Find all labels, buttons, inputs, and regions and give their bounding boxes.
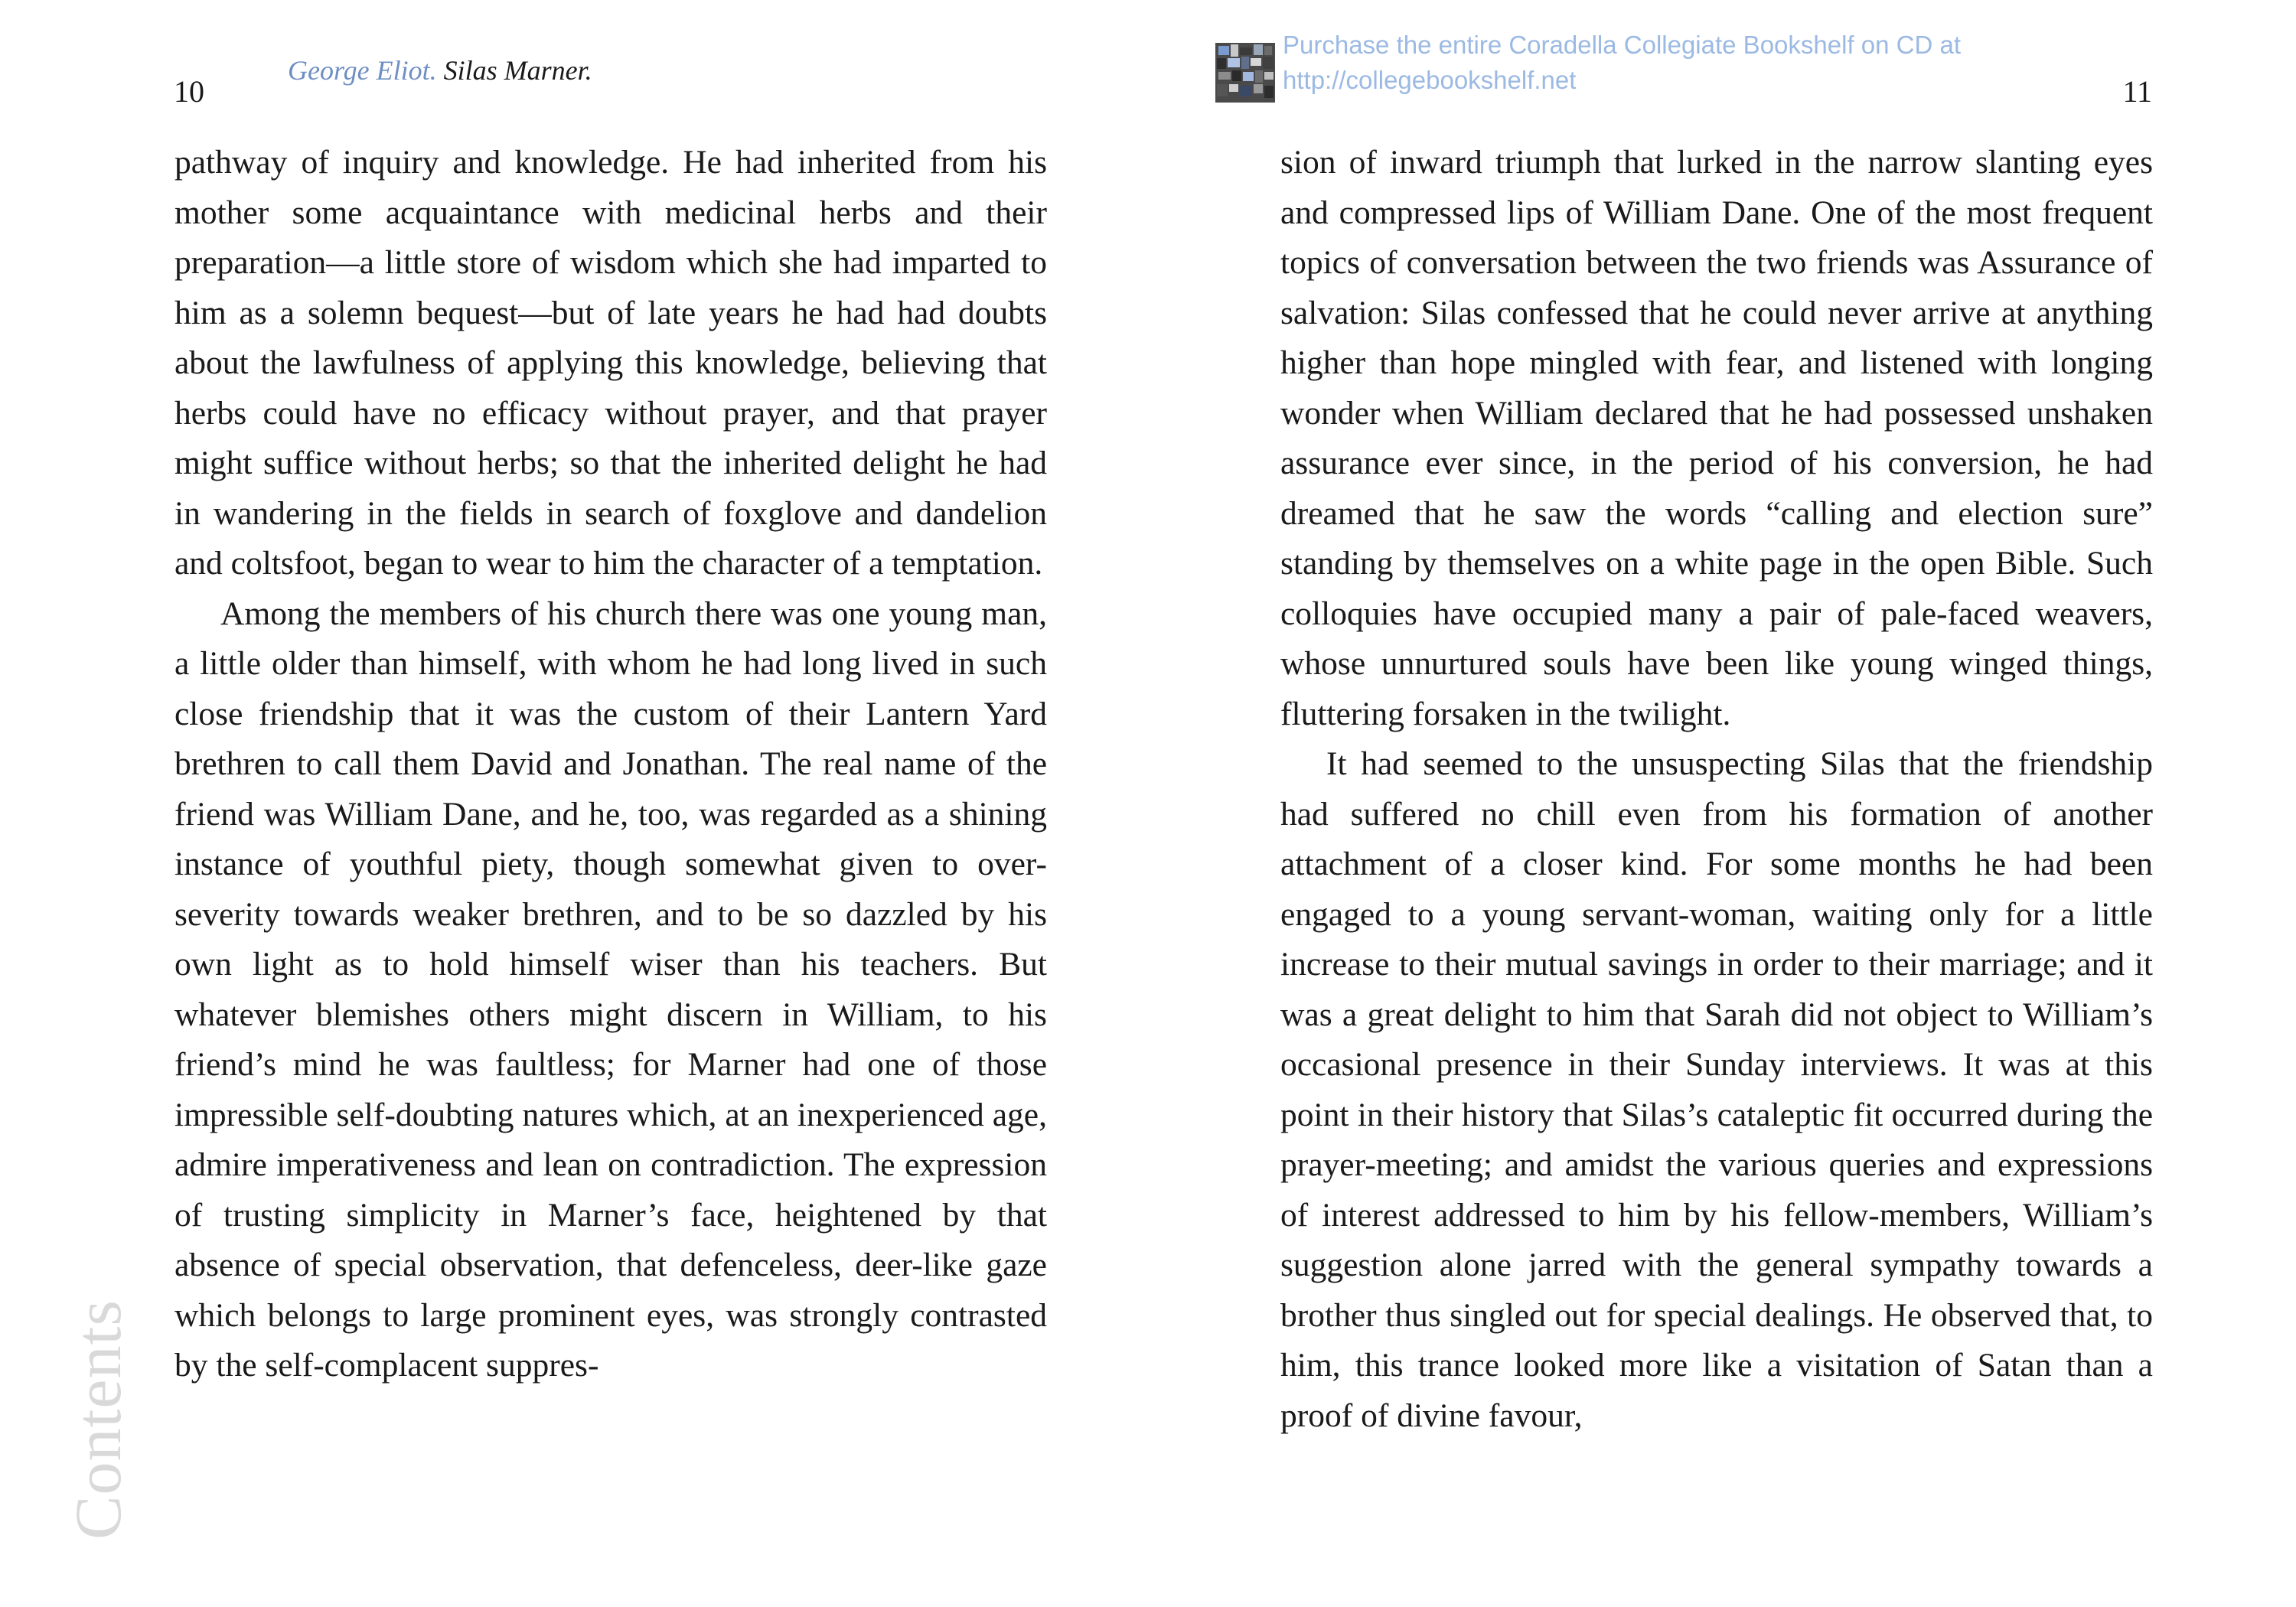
page-number-left: 10 (174, 74, 204, 109)
promo-text[interactable] (1283, 28, 1961, 98)
coradella-logo-icon (1215, 43, 1275, 103)
right-page-text (1280, 138, 2153, 1441)
contents-link[interactable] (61, 1299, 135, 1540)
promo-banner[interactable] (1215, 28, 1962, 104)
promo-line-1[interactable]: Purchase the entire Coradella Collegiate Bookshelf on CD at (1283, 31, 1962, 59)
paragraph: Among the members of his church there was one young man, a little older than himself, with whom he had long lived in such close friendship that it was the custom of their Lantern Yard brethren to call them David and Jonathan. The real name of the friend was William Dane, and he, too, was regarded as a shining instance of youthful piety, though somewhat given to over-severity towards weaker brethren, and to be so dazzled by his own light as to hold himself wiser than his teachers. But whatever blemishes others might discern in William, to his friend’s mind he was faultless; for Marner had one of those impressible self-doubting natures which, at an inexperienced age, admire imperativeness and lean on contradiction. The expression of trusting simplicity in Marner’s face, heightened by that absence of special observation, that defenceless, deer-like gaze which belongs to large prominent eyes, was strongly contrasted by the self-complacent suppres- (174, 595, 1047, 1384)
contents-link-label: Contents (61, 1299, 135, 1540)
right-page (1148, 0, 2296, 1607)
paragraph: pathway of inquiry and knowledge. He had inherited from his mother some acquaintance with medicinal herbs and their preparation—a little store of wisdom which she had imparted to him as a solemn bequest—but of late years he had had doubts about the lawfulness of applying this knowledge, believing that herbs could have no efficacy without prayer, and that prayer might suffice without herbs; so that the inherited delight he had in wandering in the fields in search of foxglove and dandelion and coltsfoot, began to wear to him the character of a temptation. (174, 144, 1047, 582)
left-page-text (174, 138, 1047, 1391)
running-head-title: Silas Marner. (443, 55, 592, 86)
running-head-author-link[interactable]: George Eliot. (288, 55, 437, 86)
promo-link-url[interactable]: http://collegebookshelf.net (1283, 66, 1577, 94)
page-number-right: 11 (2122, 74, 2152, 109)
paragraph: sion of inward triumph that lurked in the narrow slanting eyes and compressed lips of William Dane. One of the most frequent topics of conversation between the two friends was Assurance of salvation: Silas confessed that he could never arrive at anything higher than hope mingled with fear, and listened with longing wonder when William declared that he had possessed unshaken assurance ever since, in the period of his conversion, he had dreamed that he saw the words “calling and election sure” standing by themselves on a white page in the open Bible. Such colloquies have occupied many a pair of pale-faced weavers, whose unnurtured souls have been like young winged things, fluttering forsaken in the twilight. (1280, 144, 2153, 732)
paragraph: It had seemed to the unsuspecting Silas that the friendship had suffered no chill even from his formation of another attachment of a closer kind. For some months he had been engaged to a young servant-woman, waiting only for a little increase to their mutual savings in order to their marriage; and it was a great delight to him that Sarah did not object to William’s occasional presence in their Sunday interviews. It was at this point in their history that Silas’s cataleptic fit occurred during the prayer-meeting; and amidst the various queries and expressions of interest addressed to him by his fellow-members, William’s suggestion alone jarred with the general sympathy towards a brother thus singled out for special dealings. He observed that, to him, this trance looked more like a visitation of Satan than a proof of divine favour, (1280, 745, 2153, 1434)
running-head (288, 54, 592, 87)
